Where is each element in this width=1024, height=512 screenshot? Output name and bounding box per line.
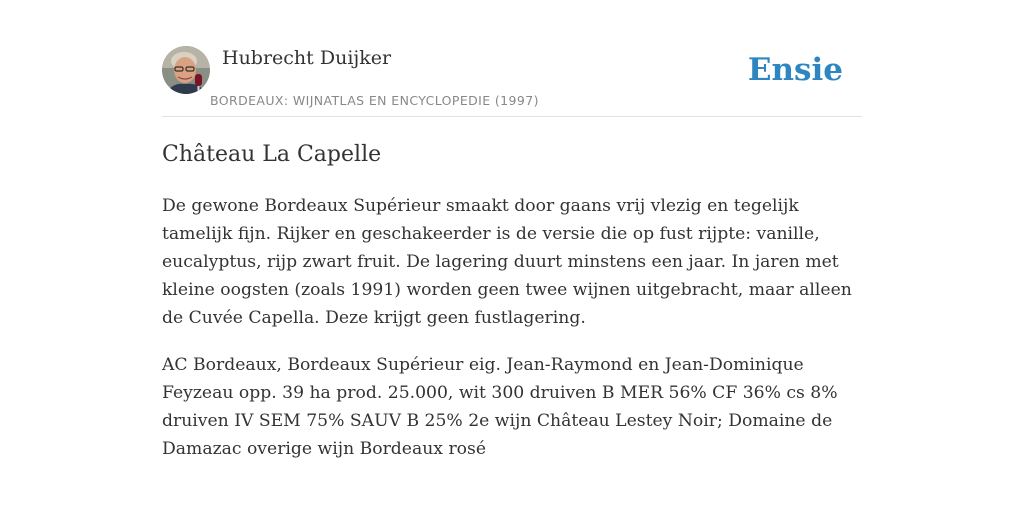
article-body	[162, 192, 862, 482]
header	[162, 44, 862, 117]
source-title[interactable]: BORDEAUX: WIJNATLAS EN ENCYCLOPEDIE (1997)	[210, 93, 539, 108]
article-paragraph: AC Bordeaux, Bordeaux Supérieur eig. Jean-Raymond en Jean-Dominique Feyzeau opp. 39 ha prod. 25.000, wit 300 druiven B MER 56% CF 36% cs 8% druiven IV SEM 75% SAUV B 25% 2e wijn Château Lestey Noir; Domaine de Damazac overige wijn Bordeaux rosé	[162, 355, 838, 459]
author-avatar[interactable]	[162, 46, 210, 94]
article-title: Château La Capelle	[162, 142, 382, 167]
author-name[interactable]: Hubrecht Duijker	[222, 47, 392, 69]
ensie-logo[interactable]: Ensie	[747, 52, 843, 88]
article-paragraph: De gewone Bordeaux Supérieur smaakt door gaans vrij vlezig en tegelijk tamelijk fijn. Rijker en geschakeerder is de versie die op fust rijpte: vanille, eucalyptus, rijp zwart fruit. De lagering duurt minstens een jaar. In jaren met kleine oogsten (zoals 1991) worden geen twee wijnen uitgebracht, maar alleen de Cuvée Capella. Deze krijgt geen fustlagering.	[162, 196, 852, 328]
